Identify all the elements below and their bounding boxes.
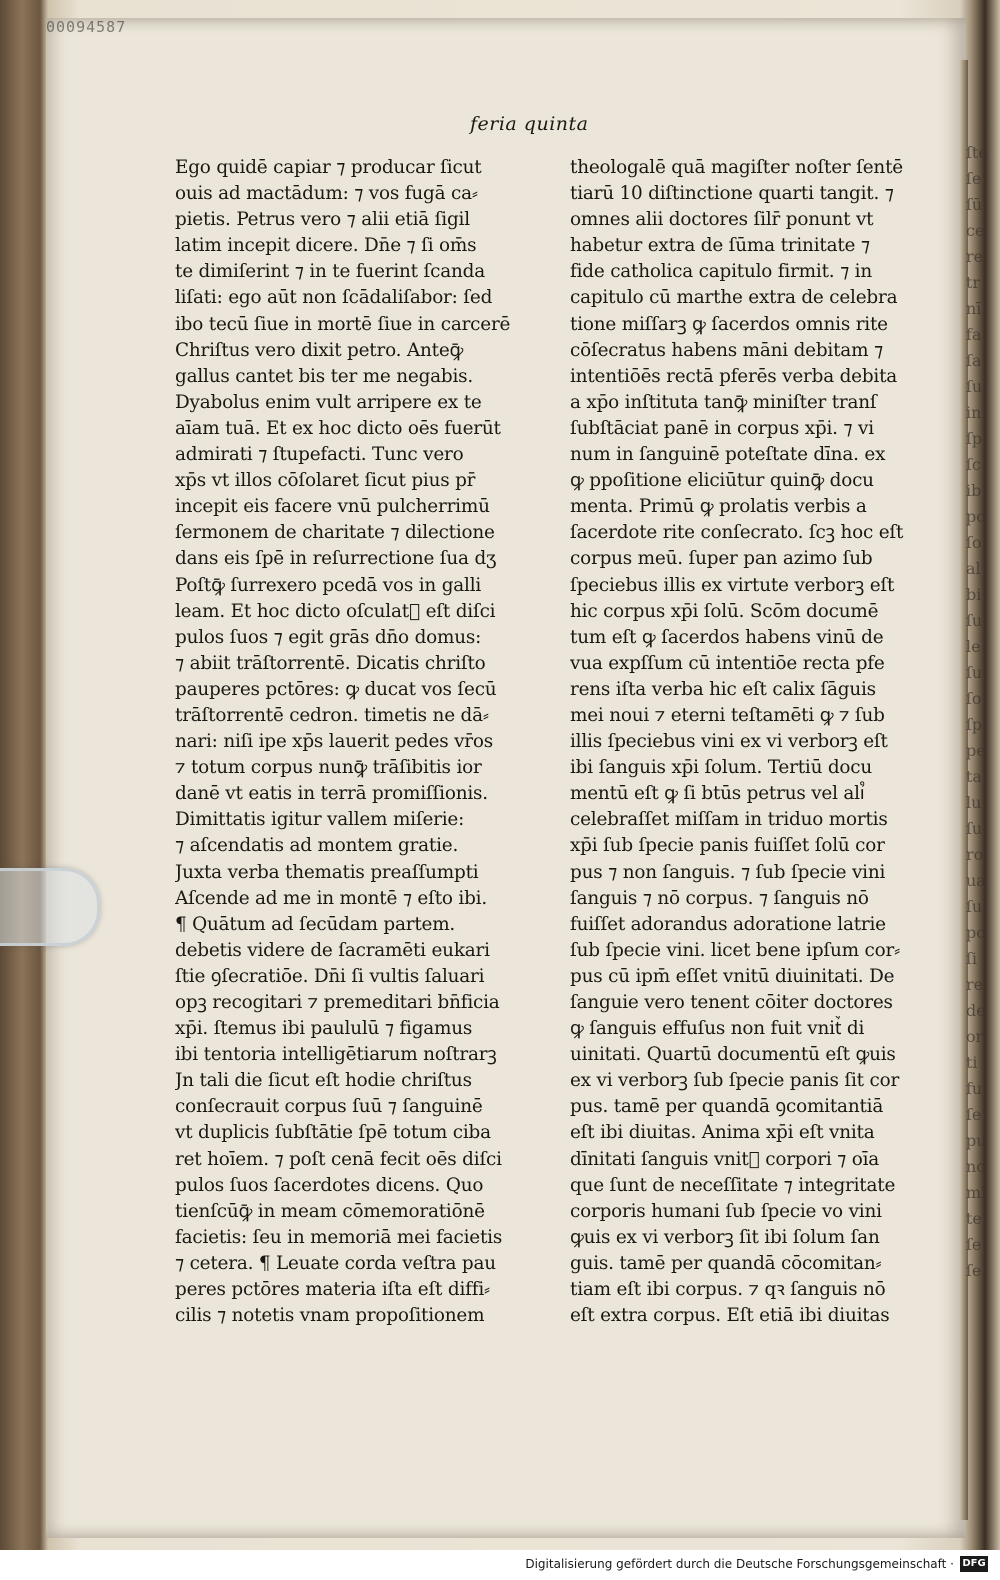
next-page-edge-text xyxy=(966,140,1000,1300)
edge-fragment: ſe xyxy=(966,1105,982,1124)
edge-fragment: re xyxy=(966,975,984,994)
text-line: xp̄i. ſtemus ibi paululū ⁊ figamus xyxy=(175,1018,473,1040)
text-line: Dimittatis igitur vallem miſerie: xyxy=(175,809,465,831)
left-text-column xyxy=(175,155,560,1329)
edge-fragment: ti xyxy=(966,1053,978,1072)
text-line: vua expſſum cū intentiōe recta pfe xyxy=(570,652,885,674)
text-line: Chriſtus vero dixit petro. Anteꝙ̄ xyxy=(175,339,464,361)
text-line: tienſcūꝙ̄ in meam cōmemoratiōnē xyxy=(175,1200,485,1222)
text-line: trāſtorrentē cedron. timetis ne dā⸗ xyxy=(175,704,489,726)
text-line: uinitati. Quartū documentū eſt ꝙuis xyxy=(570,1044,896,1066)
text-line: corpus meū. ſuper pan azimo ſub xyxy=(570,548,873,570)
edge-fragment: or xyxy=(966,1027,984,1046)
text-line: opꝫ recogitari ⁊ premeditari bn̄ficia xyxy=(175,992,500,1013)
text-line: Aſcende ad me in montē ⁊ eſto ibi. xyxy=(175,887,487,909)
edge-fragment: ſo xyxy=(966,689,982,708)
text-line: tiam eſt ibi corpus. ⁊ qꝛ ſanguis nō xyxy=(570,1279,886,1301)
edge-fragment: ſu xyxy=(966,819,983,838)
text-line: guis. tamē per quandā cōcomitan⸗ xyxy=(570,1252,882,1274)
edge-fragment: re xyxy=(966,247,984,266)
page-clip xyxy=(0,868,100,946)
text-line: aīam tuā. Et ex hoc dicto oēs fuerūt xyxy=(175,417,501,439)
edge-fragment: tr xyxy=(966,273,981,292)
text-line: intentiōēs rectā pferēs verba debita xyxy=(570,365,898,387)
edge-fragment: ſe xyxy=(966,169,982,188)
text-line: ⁊ aſcendatis ad montem gratie. xyxy=(175,835,459,857)
edge-fragment: fu xyxy=(966,1079,983,1098)
text-line: dīnitati ſanguis vnit᷒ corpori ⁊ oīa xyxy=(570,1148,880,1170)
digitization-credit: Digitalisierung gefördert durch die Deutsche Forschungsgemeinschaft · xyxy=(525,1557,954,1571)
edge-fragment: le xyxy=(966,637,981,656)
edge-fragment: ſū xyxy=(966,195,983,214)
right-text-column xyxy=(570,155,965,1329)
edge-fragment: ro xyxy=(966,845,984,864)
edge-fragment: no xyxy=(966,1157,986,1176)
edge-fragment: ta xyxy=(966,767,982,786)
text-line: ⁊ abiit trāſtorrentē. Dicatis chriſto xyxy=(175,652,486,674)
text-line: debetis videre de ſacramēti eukari xyxy=(175,939,490,961)
text-line: nari: niſi ipe xp̄s lauerit pedes vr̄os xyxy=(175,731,493,753)
edge-fragment: ſe xyxy=(966,1235,982,1254)
text-line: admirati ⁊ ſtupefacti. Tunc vero xyxy=(175,444,464,466)
text-line: ſacerdote rite conſecrato. ſcꝫ hoc eſt xyxy=(570,522,904,544)
text-line: peres pctōres materia iſta eſt diffi⸗ xyxy=(175,1279,490,1301)
text-line: celebraſſet miſſam in triduo mortis xyxy=(570,809,888,831)
edge-fragment: ſa xyxy=(966,351,982,370)
text-line: ouis ad mactādum: ⁊ vos fugā ca⸗ xyxy=(175,183,478,205)
edge-fragment: ce xyxy=(966,221,985,240)
text-line: leam. Et hoc dicto oſculat᷒ eſt diſci xyxy=(175,600,496,622)
text-line: Juxta verba thematis preaſſumpti xyxy=(175,861,479,883)
text-line: ſtie ꝯſecratiōe. Dn̄i ſi vultis ſaluari xyxy=(175,965,485,987)
edge-fragment: ſu xyxy=(966,663,983,682)
edge-fragment: po xyxy=(966,923,986,942)
text-line: danē vt eatis in terrā promiſſionis. xyxy=(175,783,488,805)
text-line: pauperes pctōres: ꝙ ducat vos ſecū xyxy=(175,678,497,700)
text-line: a xp̄o inſtituta tanꝙ̄ miniſter tranſ xyxy=(570,391,877,413)
edge-fragment: ib xyxy=(966,481,982,500)
edge-fragment: ſte xyxy=(966,143,988,162)
text-line: corporis humani ſub ſpecie vo vini xyxy=(570,1200,882,1222)
text-line: ibi tentoria intelligētiarum noſtrarꝫ xyxy=(175,1044,497,1066)
edge-fragment: lu xyxy=(966,793,982,812)
edge-fragment: nī xyxy=(966,299,982,318)
text-line: xp̄s vt illos cōſolaret ſicut pius pr̄ xyxy=(175,470,476,492)
edge-fragment: ſi xyxy=(966,949,978,968)
text-line: dans eis ſpē in reſurrectione ſua dʒ xyxy=(175,548,497,570)
text-line: ret hoīem. ⁊ poſt cenā fecit oēs diſci xyxy=(175,1148,502,1170)
text-line: ſermonem de charitate ⁊ dilectione xyxy=(175,522,495,544)
edge-fragment: al xyxy=(966,559,981,578)
text-line: gallus cantet bis ter me negabis. xyxy=(175,365,474,387)
text-line: ſanguis ⁊ nō corpus. ⁊ ſanguis nō xyxy=(570,887,869,909)
text-line: te dimiſerint ⁊ in te fuerint ſcanda xyxy=(175,261,485,283)
edge-fragment: ſu xyxy=(966,897,983,916)
text-line: ſubſtāciat panē in corpus xp̄i. ⁊ vi xyxy=(570,417,874,439)
edge-fragment: ſo xyxy=(966,533,982,552)
text-line: num in ſanguinē poteſtate dīna. ex xyxy=(570,444,886,466)
text-line: xp̄i ſub ſpecie panis fuiſſet ſolū cor xyxy=(570,835,885,857)
edge-fragment: ſe xyxy=(966,1261,982,1280)
text-line: ¶ Quātum ad ſecūdam partem. xyxy=(175,913,456,935)
edge-fragment: pu xyxy=(966,1131,987,1150)
text-line: habetur extra de ſūma trinitate ⁊ xyxy=(570,235,870,257)
text-line: ſpeciebus illis ex virtute verborꝫ eſt xyxy=(570,574,895,596)
text-line: cōſecratus habens māni debitam ⁊ xyxy=(570,339,883,361)
edge-fragment: bi xyxy=(966,585,982,604)
text-line: latim incepit dicere. Dn̄e ⁊ ſi om̄s xyxy=(175,235,477,257)
text-line: vt duplicis ſubſtātie ſpē totum ciba xyxy=(175,1122,491,1144)
edge-fragment: ua xyxy=(966,871,986,890)
dfg-logo: DFG xyxy=(960,1556,988,1572)
text-line: pulos ſuos ⁊ egit grās dn̄o domus: xyxy=(175,626,482,648)
edge-fragment: mi xyxy=(966,1183,987,1202)
catalog-id: 00094587 xyxy=(46,18,127,36)
text-line: liſati: ego aūt non ſcādaliſabor: ſed xyxy=(175,287,493,309)
text-line: Jn tali die ſicut eſt hodie chriſtus xyxy=(175,1070,472,1092)
text-line: ibo tecū ſiue in mortē ſiue in carcerē xyxy=(175,313,511,335)
text-line: ⁊ cetera. ¶ Leuate corda veſtra pau xyxy=(175,1252,496,1274)
text-line: pietis. Petrus vero ⁊ alii etiā ſigil xyxy=(175,209,470,231)
running-head: feria quinta xyxy=(470,113,589,135)
edge-fragment: te xyxy=(966,1209,982,1228)
text-line: tione miſſarꝫ ꝙ ſacerdos omnis rite xyxy=(570,313,888,335)
text-line: fide catholica capitulo firmit. ⁊ in xyxy=(570,261,872,283)
text-line: ſub ſpecie vini. licet bene ipſum cor⸗ xyxy=(570,939,901,961)
edge-fragment: ſc xyxy=(966,455,981,474)
text-line: rens iſta verba hic eſt calix ſāguis xyxy=(570,678,876,700)
text-line: ꝙ ſanguis effuſus non fuit vnit᷒ di xyxy=(570,1018,865,1040)
edge-fragment: pe xyxy=(966,741,986,760)
text-line: que ſunt de neceſſitate ⁊ integritate xyxy=(570,1174,896,1196)
text-line: conſecrauit corpus ſuū ⁊ ſanguinē xyxy=(175,1096,483,1118)
text-line: Dyabolus enim vult arripere ex te xyxy=(175,391,482,413)
text-line: omnes alii doctores ſilr̄ ponunt vt xyxy=(570,209,874,231)
text-line: ꝙ ppoſitione eliciūtur quinꝙ̄ docu xyxy=(570,470,874,492)
text-line: menta. Primū ꝙ prolatis verbis a xyxy=(570,496,867,518)
text-line: illis ſpeciebus vini ex vi verborꝫ eſt xyxy=(570,731,888,753)
text-line: cilis ⁊ notetis vnam propoſitionem xyxy=(175,1305,485,1327)
text-line: tum eſt ꝙ ſacerdos habens vinū de xyxy=(570,626,884,648)
text-line: pus. tamē per quandā ꝯcomitantiā xyxy=(570,1096,884,1118)
text-line: theologalē quā magiſter noſter ſentē xyxy=(570,157,903,178)
edge-fragment: ſp xyxy=(966,715,983,734)
text-line: eſt ibi diuitas. Anima xp̄i eſt vnita xyxy=(570,1122,875,1144)
edge-fragment: in xyxy=(966,403,982,422)
edge-fragment: de xyxy=(966,1001,986,1020)
text-line: ꝙuis ex vi verborꝫ ſit ibi ſolum ſan xyxy=(570,1226,880,1248)
text-line: capitulo cū marthe extra de celebra xyxy=(570,287,898,309)
text-line: tiarū 10 diſtinctione quarti tangit. ⁊ xyxy=(570,183,894,205)
edge-fragment: ſp xyxy=(966,429,983,448)
text-line: eſt extra corpus. Eſt etiā ibi diuitas xyxy=(570,1305,890,1327)
text-line: incepit eis facere vnū pulcherrimū xyxy=(175,496,490,518)
text-line: pus ⁊ non ſanguis. ⁊ ſub ſpecie vini xyxy=(570,861,886,883)
text-line: fuiſſet adorandus adoratione latrie xyxy=(570,913,886,935)
text-line: hic corpus xp̄i ſolū. Scōm documē xyxy=(570,600,879,622)
text-line: facietis: ſeu in memoriā mei facietis xyxy=(175,1226,503,1248)
text-line: mentū eſt ꝙ ſi btūs petrus vel ali᷒ xyxy=(570,783,865,805)
text-line: ex vi verborꝫ ſub ſpecie panis ſit cor xyxy=(570,1070,900,1092)
text-line: ſanguie vero tenent cōiter doctores xyxy=(570,992,893,1013)
edge-fragment: po xyxy=(966,507,986,526)
text-line: ⁊ totum corpus nunꝙ̄ trāſibitis ior xyxy=(175,757,482,779)
edge-fragment: ſu xyxy=(966,611,983,630)
text-line: ibi ſanguis xp̄i ſolum. Tertiū docu xyxy=(570,757,873,779)
text-line: mei noui ⁊ eterni teſtamēti ꝙ ⁊ ſub xyxy=(570,704,885,726)
text-line: Ego quidē capiar ⁊ producar ſicut xyxy=(175,157,482,178)
edge-fragment: ſu xyxy=(966,377,983,396)
text-line: pulos ſuos ſacerdotes dicens. Quo xyxy=(175,1174,484,1196)
edge-fragment: fa xyxy=(966,325,982,344)
text-line: pus cū ipm̄ eſſet vnitū diuinitati. De xyxy=(570,965,895,987)
text-line: Poſtꝙ̄ ſurrexero pcedā vos in galli xyxy=(175,574,482,596)
